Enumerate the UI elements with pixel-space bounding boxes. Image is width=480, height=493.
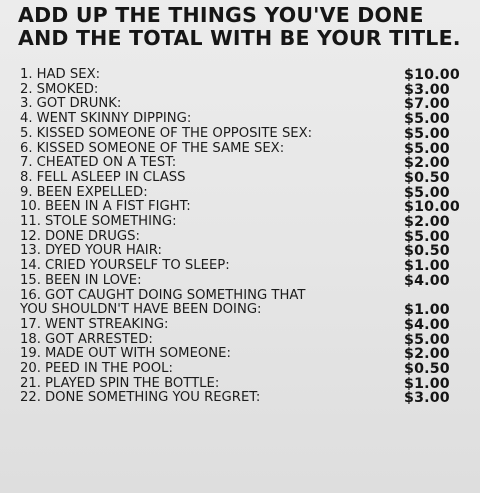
item-price: $5.00 <box>404 125 450 142</box>
item-label <box>20 112 404 127</box>
list-item <box>20 318 476 333</box>
item-price: $10.00 <box>404 199 460 216</box>
item-text: PLAYED SPIN THE BOTTLE: <box>44 375 220 391</box>
item-text: DONE DRUGS: <box>44 228 140 244</box>
item-price: $2.00 <box>404 214 450 231</box>
item-price: $5.00 <box>404 228 450 245</box>
list-item <box>20 303 476 318</box>
price-list <box>20 68 476 406</box>
item-price: $4.00 <box>404 316 450 333</box>
item-price: $7.00 <box>404 96 450 113</box>
item-label <box>20 274 404 289</box>
item-label <box>20 377 404 392</box>
item-price: $5.00 <box>404 140 450 157</box>
item-number: 19. <box>20 346 41 362</box>
list-item <box>20 171 476 186</box>
item-text: GOT CAUGHT DOING SOMETHING THAT <box>44 287 306 303</box>
item-price: $5.00 <box>404 331 450 348</box>
item-number: 22. <box>20 390 41 406</box>
list-item <box>20 333 476 348</box>
item-label <box>20 318 404 333</box>
item-text: BEEN EXPELLED: <box>36 184 148 200</box>
item-number: 13. <box>20 243 41 259</box>
item-label <box>20 333 404 348</box>
item-price: $2.00 <box>404 155 450 172</box>
list-item <box>20 347 476 362</box>
list-item <box>20 200 476 215</box>
item-number: 12. <box>20 228 41 244</box>
item-price: $3.00 <box>404 390 450 407</box>
list-item <box>20 112 476 127</box>
list-item <box>20 127 476 142</box>
item-label <box>20 200 404 215</box>
item-label <box>20 244 404 259</box>
item-price: $3.00 <box>404 81 450 98</box>
item-number: 9. <box>20 184 33 200</box>
item-label <box>20 171 404 186</box>
item-text: DONE SOMETHING YOU REGRET: <box>44 390 261 406</box>
list-item <box>20 244 476 259</box>
item-text: WENT SKINNY DIPPING: <box>36 111 192 127</box>
list-item <box>20 259 476 274</box>
item-text: KISSED SOMEONE OF THE OPPOSITE SEX: <box>36 125 313 141</box>
item-label <box>20 289 404 304</box>
page-title <box>18 4 478 50</box>
item-text: YOU SHOULDN'T HAVE BEEN DOING: <box>20 302 262 318</box>
item-label <box>20 142 404 157</box>
list-item <box>20 362 476 377</box>
list-item <box>20 230 476 245</box>
item-text: BEEN IN A FIST FIGHT: <box>44 199 191 215</box>
item-label <box>20 83 404 98</box>
item-text: CRIED YOURSELF TO SLEEP: <box>44 258 230 274</box>
item-label <box>20 347 404 362</box>
item-number: 4. <box>20 111 33 127</box>
item-text: SMOKED: <box>36 81 99 97</box>
list-item <box>20 377 476 392</box>
list-item <box>20 215 476 230</box>
item-price: $0.50 <box>404 169 450 186</box>
list-item <box>20 156 476 171</box>
item-text: GOT DRUNK: <box>36 96 122 112</box>
list-item <box>20 186 476 201</box>
item-label <box>20 391 404 406</box>
list-item <box>20 68 476 83</box>
list-item <box>20 391 476 406</box>
item-number: 1. <box>20 67 33 82</box>
list-item <box>20 83 476 98</box>
item-number: 8. <box>20 169 33 185</box>
item-text: MADE OUT WITH SOMEONE: <box>44 346 231 362</box>
item-label <box>20 68 404 83</box>
item-price: $0.50 <box>404 361 450 378</box>
item-price: $1.00 <box>404 302 450 319</box>
item-text: KISSED SOMEONE OF THE SAME SEX: <box>36 140 285 156</box>
item-label <box>20 230 404 245</box>
item-label <box>20 186 404 201</box>
item-label <box>20 362 404 377</box>
item-number: 16. <box>20 287 41 303</box>
item-price: $1.00 <box>404 375 450 392</box>
item-number: 17. <box>20 316 41 332</box>
item-label <box>20 259 404 274</box>
item-label <box>20 303 404 318</box>
item-number: 14. <box>20 258 41 274</box>
item-label <box>20 127 404 142</box>
item-text: HAD SEX: <box>36 67 101 82</box>
item-number: 2. <box>20 81 33 97</box>
item-price: $5.00 <box>404 111 450 128</box>
item-text: DYED YOUR HAIR: <box>44 243 162 259</box>
list-item <box>20 274 476 289</box>
item-text: FELL ASLEEP IN CLASS <box>36 169 186 185</box>
item-label <box>20 97 404 112</box>
item-number: 21. <box>20 375 41 391</box>
item-price: $0.50 <box>404 243 450 260</box>
item-number: 7. <box>20 155 33 171</box>
item-text: PEED IN THE POOL: <box>44 361 173 377</box>
item-number: 11. <box>20 214 41 230</box>
item-price: $4.00 <box>404 272 450 289</box>
item-label <box>20 215 404 230</box>
list-item <box>20 97 476 112</box>
title-line-1: ADD UP THE THINGS YOU'VE DONE <box>18 3 424 27</box>
item-text: CHEATED ON A TEST: <box>36 155 177 171</box>
item-number: 18. <box>20 331 41 347</box>
item-text: WENT STREAKING: <box>44 316 169 332</box>
list-item <box>20 289 476 304</box>
item-number: 6. <box>20 140 33 156</box>
item-price: $1.00 <box>404 258 450 275</box>
item-text: STOLE SOMETHING: <box>44 214 177 230</box>
title-line-2: AND THE TOTAL WITH BE YOUR TITLE. <box>18 26 461 50</box>
item-price: $5.00 <box>404 184 450 201</box>
item-number: 10. <box>20 199 41 215</box>
item-text: BEEN IN LOVE: <box>44 272 142 288</box>
item-label <box>20 156 404 171</box>
item-price: $2.00 <box>404 346 450 363</box>
item-number: 3. <box>20 96 33 112</box>
item-text: GOT ARRESTED: <box>44 331 153 347</box>
list-item <box>20 142 476 157</box>
item-number: 15. <box>20 272 41 288</box>
item-number: 20. <box>20 361 41 377</box>
item-price: $10.00 <box>404 67 460 83</box>
item-number: 5. <box>20 125 33 141</box>
